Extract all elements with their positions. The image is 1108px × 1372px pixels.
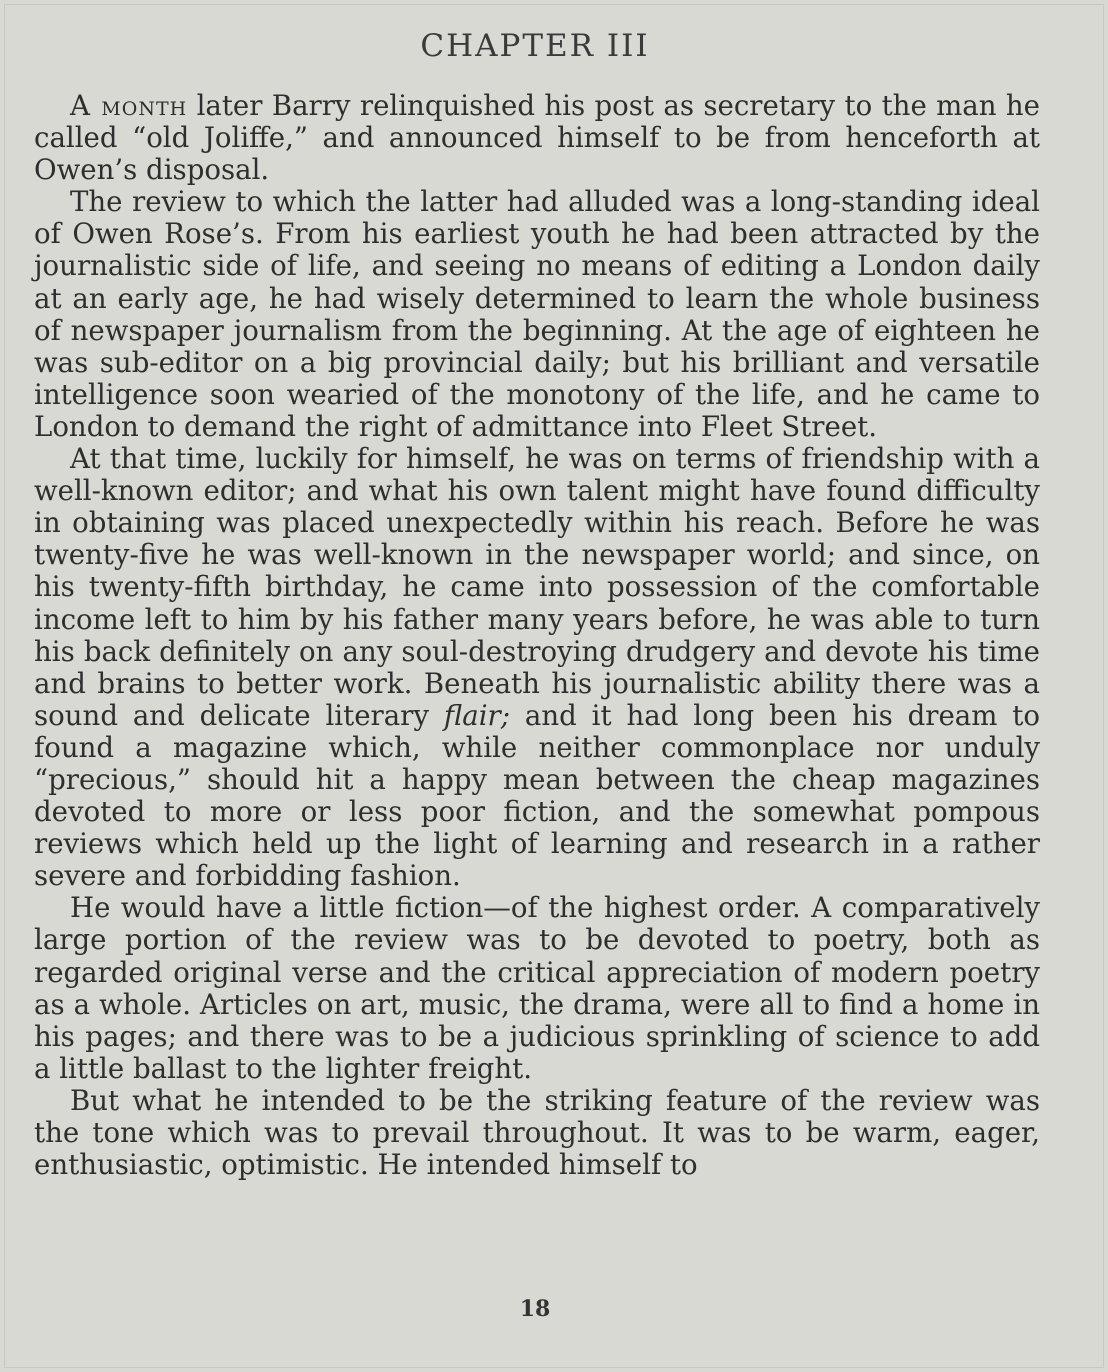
paragraph-5: But what he intended to be the striking feature of the review was the tone which was to prevail throughout. It was to be warm, eager, enthusiastic, optimistic. He intended himself to [34,1083,1040,1182]
page-number: 18 [519,1296,551,1322]
paragraph-4: He would have a little fiction—of the highest order. A comparatively large portion of the review was to be devoted to poetry, both as regarded original verse and the critical appreciation of modern poetry as a whole. Articles on art, music, the drama, were all to find a home in his pages; and there was to be a judicious sprinkling of science to add a little ballast to the lighter freight. [34,891,1040,1085]
paragraph-text: At that time, luckily for himself, he was on terms of friendship with a well-known editor; and what his own talent might have found difficulty in obtaining was placed unexpectedly within his reach. Before he was twenty-five he was well-known in the newspaper world; and since, on his twenty-fifth birthday, he came into possession of the comfortable income left to him by his father many years before, he was able to turn his back definitely on any soul-destroying drudgery and devote his time and brains to better work. Beneath his journalistic ability there was a sound and delicate literary [34,442,1040,732]
paragraph-text: and it had long been his dream to found a magazine which, while neither commonplace nor unduly “precious,” should hit a happy mean between the cheap magazines devoted to more or less poor fiction, and the somewhat pompous reviews which held up the light of learning and research in a rather severe and forbidding fashion. [34,698,1040,893]
small-caps-lead: A month [70,89,188,122]
paragraph-text: later Barry relinquished his post as secretary to the man he called “old Joliffe,” and announced himself to be from henceforth at Owen’s disposal. [34,89,1040,187]
paragraph-2: The review to which the latter had alluded was a long-standing ideal of Owen Rose’s. From his earliest youth he had been attracted by the journalistic side of life, and seeing no means of editing a London daily at an early age, he had wisely determined to learn the whole business of newspaper journalism from the beginning. At the age of eighteen he was sub-editor on a big provincial daily; but his brilliant and versatile intelligence soon wearied of the monotony of the life, and he came to London to demand the right of admittance into Fleet Street. [34,185,1040,443]
paragraph-3 [34,443,1040,892]
paragraph-1 [34,90,1040,186]
body-text [34,90,1040,1181]
chapter-heading: CHAPTER III [420,28,650,64]
italic-word: flair; [443,698,511,732]
